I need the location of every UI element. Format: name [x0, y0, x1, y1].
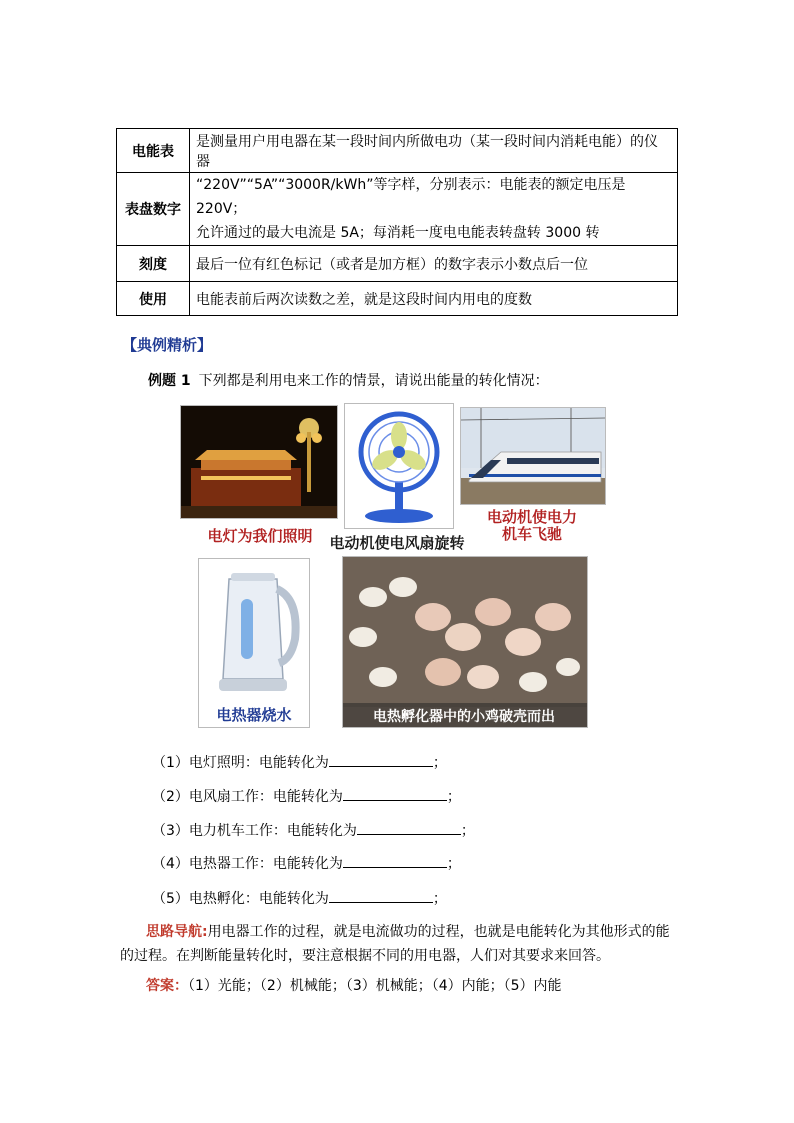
row-value: 是测量用户用电器在某一段时间内所做电功（某一段时间内消耗电能）的仪器 [190, 129, 678, 173]
example-label: 例题 1 [148, 373, 191, 389]
table-row [117, 282, 678, 316]
table-row [117, 246, 678, 282]
table-row [117, 129, 678, 173]
row-key: 表盘数字 [117, 173, 190, 246]
train-photo [460, 407, 606, 505]
blank-punct: ； [432, 891, 447, 907]
blank-question-2 [152, 786, 461, 806]
blank-question-text: （3）电力机车工作：电能转化为 [152, 823, 357, 839]
electric-meter-table [116, 128, 678, 316]
caption-lamp: 电灯为我们照明 [207, 527, 313, 545]
caption-chicks: 电热孵化器中的小鸡破壳而出 [373, 709, 555, 725]
row-value-line: “220V”“5A”“3000R/kWh”等字样，分别表示：电能表的额定电压是 220V； [196, 177, 626, 217]
kettle-illustration [199, 559, 309, 699]
blank-punct: ； [460, 823, 475, 839]
answer-line [146, 974, 562, 998]
row-value-line: 允许通过的最大电流是 5A；每消耗一度电电能表转盘转 3000 转 [196, 225, 600, 241]
row-value [190, 173, 678, 246]
blank-question-text: （4）电热器工作：电能转化为 [152, 856, 343, 872]
hint-paragraph [120, 920, 680, 968]
caption-train-line: 机车飞驰 [501, 525, 562, 543]
hint-text-2: 的过程。在判断能量转化时，要注意根据不同的用电器，人们对其要求来回答。 [120, 948, 610, 964]
tiananmen-night-photo [180, 405, 338, 519]
row-value: 电能表前后两次读数之差，就是这段时间内用电的度数 [190, 282, 678, 316]
caption-train-line: 电动机使电力 [486, 508, 577, 526]
hint-line-1 [120, 920, 680, 944]
fan-photo [344, 403, 454, 529]
example-text: 下列都是利用电来工作的情景，请说出能量的转化情况： [198, 373, 549, 389]
answer-blank[interactable] [343, 855, 447, 868]
row-key: 使用 [117, 282, 190, 316]
blank-punct: ； [446, 856, 461, 872]
answer-label: 答案： [146, 978, 188, 994]
tiananmen-illustration [181, 406, 337, 518]
answer-blank[interactable] [343, 788, 447, 801]
fan-illustration [345, 404, 453, 528]
blank-punct: ； [446, 789, 461, 805]
blank-question-text: （1）电灯照明：电能转化为 [152, 755, 329, 771]
hint-label: 思路导航: [146, 924, 208, 940]
blank-question-5 [152, 888, 447, 908]
blank-question-1 [152, 752, 447, 772]
table-row [117, 173, 678, 246]
blank-question-3 [152, 820, 475, 840]
answer-blank[interactable] [329, 754, 433, 767]
kettle-photo [198, 558, 310, 728]
blank-question-4 [152, 853, 461, 873]
caption-kettle: 电热器烧水 [216, 706, 292, 724]
chicks-photo [342, 556, 588, 728]
example-question [148, 370, 549, 390]
chicks-illustration [343, 557, 587, 707]
blank-punct: ； [432, 755, 447, 771]
caption-fan: 电动机使电风扇旋转 [329, 534, 465, 552]
caption-train [472, 509, 592, 543]
row-key: 刻度 [117, 246, 190, 282]
section-title: 【典例精析】 [122, 336, 213, 354]
hint-text-1: 用电器工作的过程，就是电流做功的过程，也就是电能转化为其他形式的能 [207, 924, 670, 940]
blank-question-text: （5）电热孵化：电能转化为 [152, 891, 329, 907]
blank-question-text: （2）电风扇工作：电能转化为 [152, 789, 343, 805]
answer-blank[interactable] [357, 822, 461, 835]
answer-text: （1）光能；（2）机械能；（3）机械能；（4）内能；（5）内能 [188, 978, 562, 994]
answer-blank[interactable] [329, 890, 433, 903]
row-value: 最后一位有红色标记（或者是加方框）的数字表示小数点后一位 [190, 246, 678, 282]
train-illustration [461, 408, 605, 504]
row-key: 电能表 [117, 129, 190, 173]
